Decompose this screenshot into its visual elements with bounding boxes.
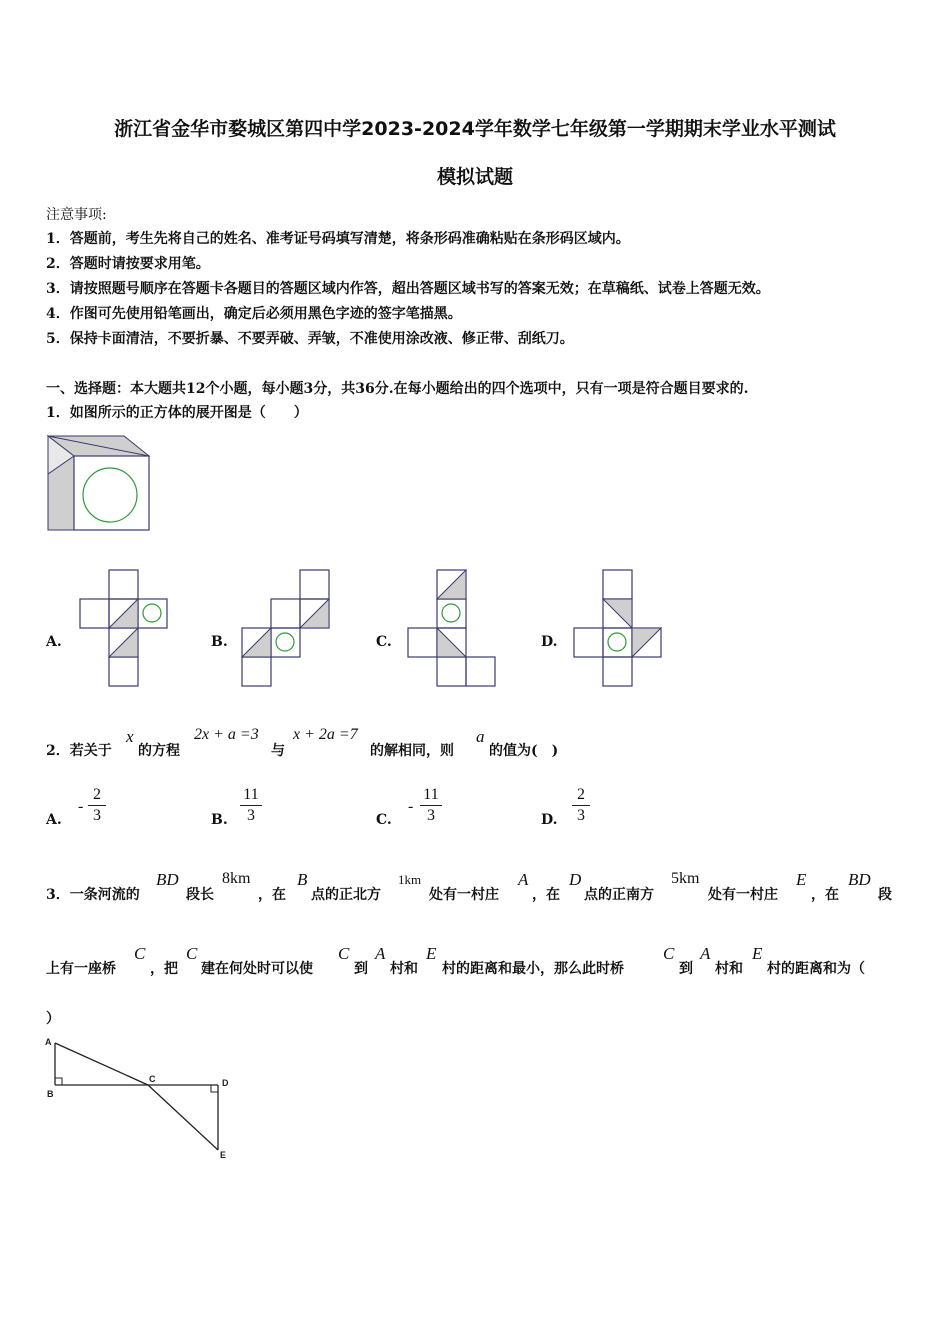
math-var: C <box>663 944 675 963</box>
section-heading: 一、选择题：本大题共12个小题，每小题3分，共36分.在每小题给出的四个选项中，只有一项是符合题目要求的. <box>46 381 749 397</box>
math-var: E <box>426 944 437 963</box>
point-e-label: E <box>220 1150 227 1160</box>
fraction-denominator: 3 <box>427 807 435 824</box>
fraction-numerator: 2 <box>93 786 101 803</box>
question-3-text: ，在 <box>811 887 839 903</box>
question-3-text: 3．一条河流的 <box>46 887 140 903</box>
question-3-text: 村和 <box>715 961 743 977</box>
question-3-text: 上有一座桥 <box>46 961 116 977</box>
option-d-net[interactable] <box>570 566 670 690</box>
math-var: D <box>569 870 582 889</box>
fraction-numerator: 11 <box>243 786 259 803</box>
question-3-text: 村和 <box>390 961 418 977</box>
math-var: A <box>518 870 529 889</box>
q2-option-b-fraction <box>240 786 262 825</box>
fraction-bar <box>420 805 442 806</box>
question-3-text: 村的距离和为（ <box>767 961 865 977</box>
question-3-text: 建在何处时可以使 <box>201 961 313 977</box>
math-var: BD <box>156 870 179 889</box>
notice-heading: 注意事项: <box>46 207 107 223</box>
notice-item: 3．请按照题号顺序在答题卡各题目的答题区域内作答，超出答题区域书写的答案无效；在草稿纸、试卷上答题无效。 <box>46 281 770 297</box>
option-b-net[interactable] <box>238 566 338 690</box>
q2-option-a-sign: - <box>78 798 84 815</box>
question-3-text: ，在 <box>258 887 286 903</box>
fraction-denominator: 3 <box>93 807 101 824</box>
option-b-label[interactable]: B. <box>211 634 228 650</box>
option-a-label[interactable]: A. <box>46 634 62 650</box>
math-var: E <box>752 944 763 963</box>
point-c-label: C <box>149 1074 156 1084</box>
q2-option-a-fraction <box>88 786 106 825</box>
q2-option-d-label[interactable]: D. <box>541 812 558 828</box>
q2-option-c-sign: - <box>408 798 414 815</box>
question-2-text: 的解相同，则 <box>370 743 454 759</box>
math-var: C <box>134 944 146 963</box>
question-3-text: 段长 <box>186 887 214 903</box>
notice-item: 2．答题时请按要求用笔。 <box>46 256 210 272</box>
fraction-bar <box>88 805 106 806</box>
question-3-text: 段 <box>878 887 892 903</box>
question-3-text: 到 <box>354 961 368 977</box>
point-d-label: D <box>222 1078 229 1088</box>
q2-option-c-label[interactable]: C. <box>376 812 392 828</box>
page-title-line2: 模拟试题 <box>436 166 513 188</box>
q2-option-a-label[interactable]: A. <box>46 812 62 828</box>
distance-value: 1km <box>398 872 422 887</box>
q2-option-d-fraction <box>572 786 590 825</box>
question-3-text: 点的正北方 <box>311 887 381 903</box>
fraction-numerator: 2 <box>577 786 585 803</box>
option-c-label[interactable]: C. <box>376 634 392 650</box>
math-var: B <box>297 870 308 889</box>
cube-figure <box>46 434 154 538</box>
point-a-label: A <box>45 1037 52 1047</box>
question-3-text: ） <box>46 1011 60 1027</box>
notice-item: 5．保持卡面清洁，不要折暴、不要弄破、弄皱，不准使用涂改液、修正带、刮纸刀。 <box>46 331 574 347</box>
fraction-bar <box>572 805 590 806</box>
page-title: 浙江省金华市婺城区第四中学2023-2024学年数学七年级第一学期期末学业水平测试 <box>114 118 836 140</box>
question-1-stem: 1．如图所示的正方体的展开图是（ ） <box>46 405 308 421</box>
option-d-label[interactable]: D. <box>541 634 558 650</box>
question-2-text: 与 <box>271 743 285 759</box>
math-var: C <box>338 944 350 963</box>
math-var: BD <box>848 870 871 889</box>
question-3-text: 点的正南方 <box>584 887 654 903</box>
fraction-denominator: 3 <box>577 807 585 824</box>
math-var: A <box>700 944 711 963</box>
equation-1: 2x + a =3 <box>194 726 259 743</box>
question-3-text: 处有一村庄 <box>429 887 499 903</box>
question-3-text: 到 <box>679 961 693 977</box>
notice-item: 4．作图可先使用铅笔画出，确定后必须用黑色字迹的签字笔描黑。 <box>46 306 462 322</box>
fraction-bar <box>240 805 262 806</box>
math-var: x <box>126 727 134 746</box>
question-2-text: 的值为( ) <box>489 743 559 759</box>
fraction-numerator: 11 <box>423 786 439 803</box>
option-c-net[interactable] <box>404 566 504 690</box>
question-2-text: 的方程 <box>138 743 180 759</box>
distance-value: 8km <box>222 870 251 887</box>
math-var: C <box>186 944 198 963</box>
q2-option-c-fraction <box>420 786 442 825</box>
notice-item: 1．答题前，考生先将自己的姓名、准考证号码填写清楚，将条形码准确粘贴在条形码区域内。 <box>46 231 630 247</box>
equation-2: x + 2a =7 <box>293 726 358 743</box>
river-bridge-figure <box>44 1034 244 1164</box>
math-var: E <box>796 870 807 889</box>
question-3-text: 村的距离和最小，那么此时桥 <box>442 961 624 977</box>
question-3-text: 处有一村庄 <box>708 887 778 903</box>
question-2-text: 2．若关于 <box>46 743 112 759</box>
math-var: A <box>375 944 386 963</box>
q2-option-b-label[interactable]: B. <box>211 812 228 828</box>
math-var: a <box>476 727 485 746</box>
question-3-text: ，在 <box>532 887 560 903</box>
fraction-denominator: 3 <box>247 807 255 824</box>
option-a-net[interactable] <box>76 566 172 690</box>
distance-value: 5km <box>671 870 700 887</box>
question-3-text: ，把 <box>150 961 178 977</box>
point-b-label: B <box>47 1089 54 1099</box>
